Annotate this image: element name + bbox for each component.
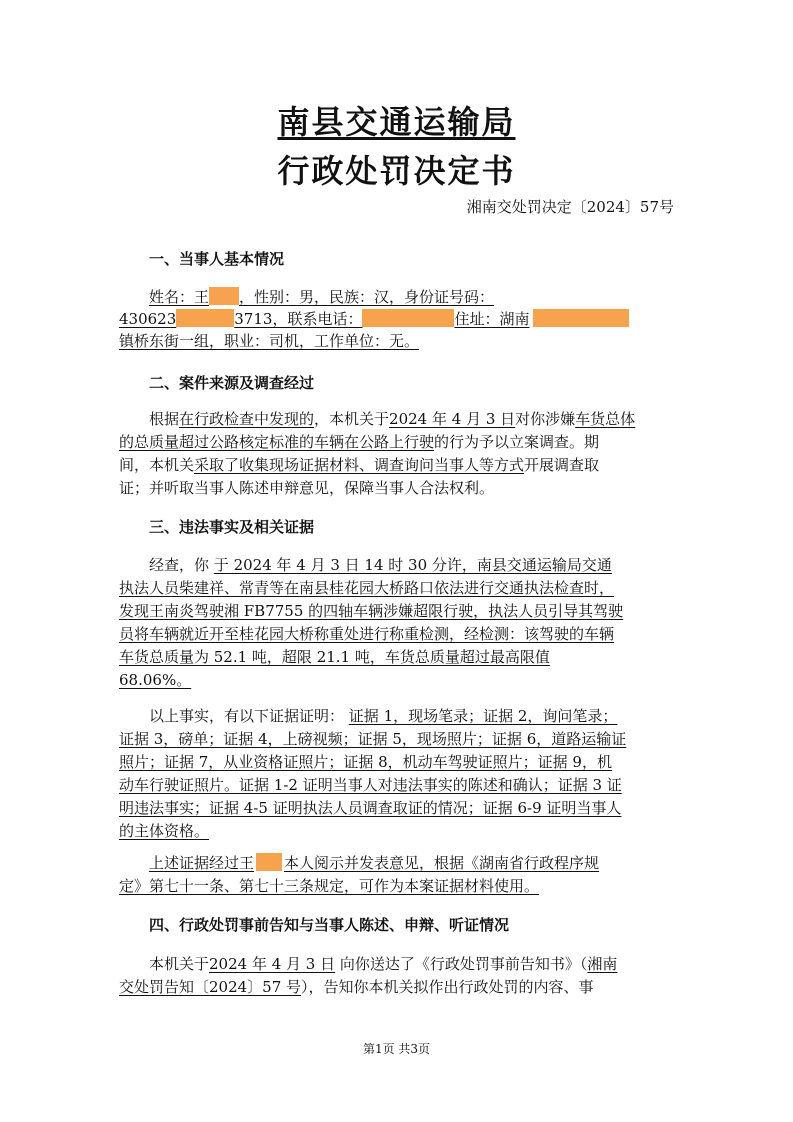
redaction-block: [209, 287, 239, 305]
section1-heading: 一、当事人基本情况: [149, 250, 285, 268]
redaction-block: [533, 309, 629, 327]
evidence-line-5: 明违法事实；证据 4-5 证明执法人员调查取证的情况；证据 6-9 证明当事人: [119, 799, 622, 817]
document-number: 湘南交处罚决定〔2024〕57号: [466, 198, 674, 216]
party-line-3: 镇桥东街一组，职业：司机，工作单位：无。: [119, 332, 420, 350]
notice-line-2: 交处罚告知〔2024〕57 号），告知你本机关拟作出行政处罚的内容、事: [119, 978, 594, 996]
evidence-review-line-2: 定》第七十一条、第七十三条规定，可作为本案证据材料使用。: [119, 877, 540, 895]
case-source-line-1: 根据在行政检查中发现的，本机关于2024 年 4 月 3 日对你涉嫌车货总体: [149, 410, 636, 428]
page-footer: 第1页 共3页: [362, 1042, 431, 1056]
section2-heading: 二、案件来源及调查经过: [149, 374, 315, 392]
evidence-line-6: 的主体资格。: [119, 822, 210, 840]
case-source-line-2: 的总质量超过公路核定标准的车辆在公路上行驶的行为予以立案调查。期: [119, 433, 600, 451]
evidence-line-3: 照片；证据 7，从业资格证照片；证据 8，机动车驾驶证照片；证据 9，机: [119, 753, 612, 771]
document-title: 行政处罚决定书: [277, 152, 516, 190]
facts-line-6: 68.06%。: [119, 671, 192, 689]
section3-heading: 三、违法事实及相关证据: [149, 518, 315, 536]
facts-line-4: 员将车辆就近开至桂花园大桥称重处进行称重检测，经检测：该驾驶的车辆: [119, 625, 615, 643]
agency-title: 南县交通运输局: [277, 103, 516, 141]
case-source-line-4: 证；并听取当事人陈述申辩意见，保障当事人合法权利。: [119, 479, 495, 497]
redaction-block: [176, 309, 234, 327]
evidence-line-1: 以上事实，有以下证据证明： 证据 1，现场笔录；证据 2，询问笔录；: [149, 707, 618, 725]
case-source-line-3: 间，本机关采取了收集现场证据材料、调查询问当事人等方式开展调查取: [119, 456, 600, 474]
notice-line-1: 本机关于2024 年 4 月 3 日 向你送达了《行政处罚事前告知书》（湘南: [149, 955, 618, 973]
evidence-line-2: 证据 3，磅单；证据 4，上磅视频；证据 5，现场照片；证据 6，道路运输证: [119, 730, 627, 748]
evidence-review-line-1: 上述证据经过王 本人阅示并发表意见，根据《湖南省行政程序规: [149, 854, 600, 872]
redaction-block: [256, 853, 282, 871]
party-line-1: 姓名：王 ，性别：男，民族：汉，身份证号码：: [149, 288, 495, 306]
party-line-2: 430623 3713，联系电话： 住址：湖南: [119, 308, 629, 330]
facts-line-2: 执法人员柴建祥、常青等在南县桂花园大桥路口依法进行交通执法检查时，: [119, 579, 615, 597]
redaction-block: [362, 309, 454, 327]
facts-line-5: 车货总质量为 52.1 吨，超限 21.1 吨，车货总质量超过最高限值: [119, 648, 550, 666]
facts-line-1: 经查，你 于 2024 年 4 月 3 日 14 时 30 分许，南县交通运输局交通: [149, 556, 612, 574]
evidence-line-4: 动车行驶证照片。证据 1-2 证明当事人对违法事实的陈述和确认；证据 3 证: [119, 776, 622, 794]
section4-heading: 四、行政处罚事前告知与当事人陈述、申辩、听证情况: [149, 916, 510, 934]
facts-line-3: 发现王南炎驾驶湘 FB7755 的四轴车辆涉嫌超限行驶，执法人员引导其驾驶: [119, 602, 624, 620]
